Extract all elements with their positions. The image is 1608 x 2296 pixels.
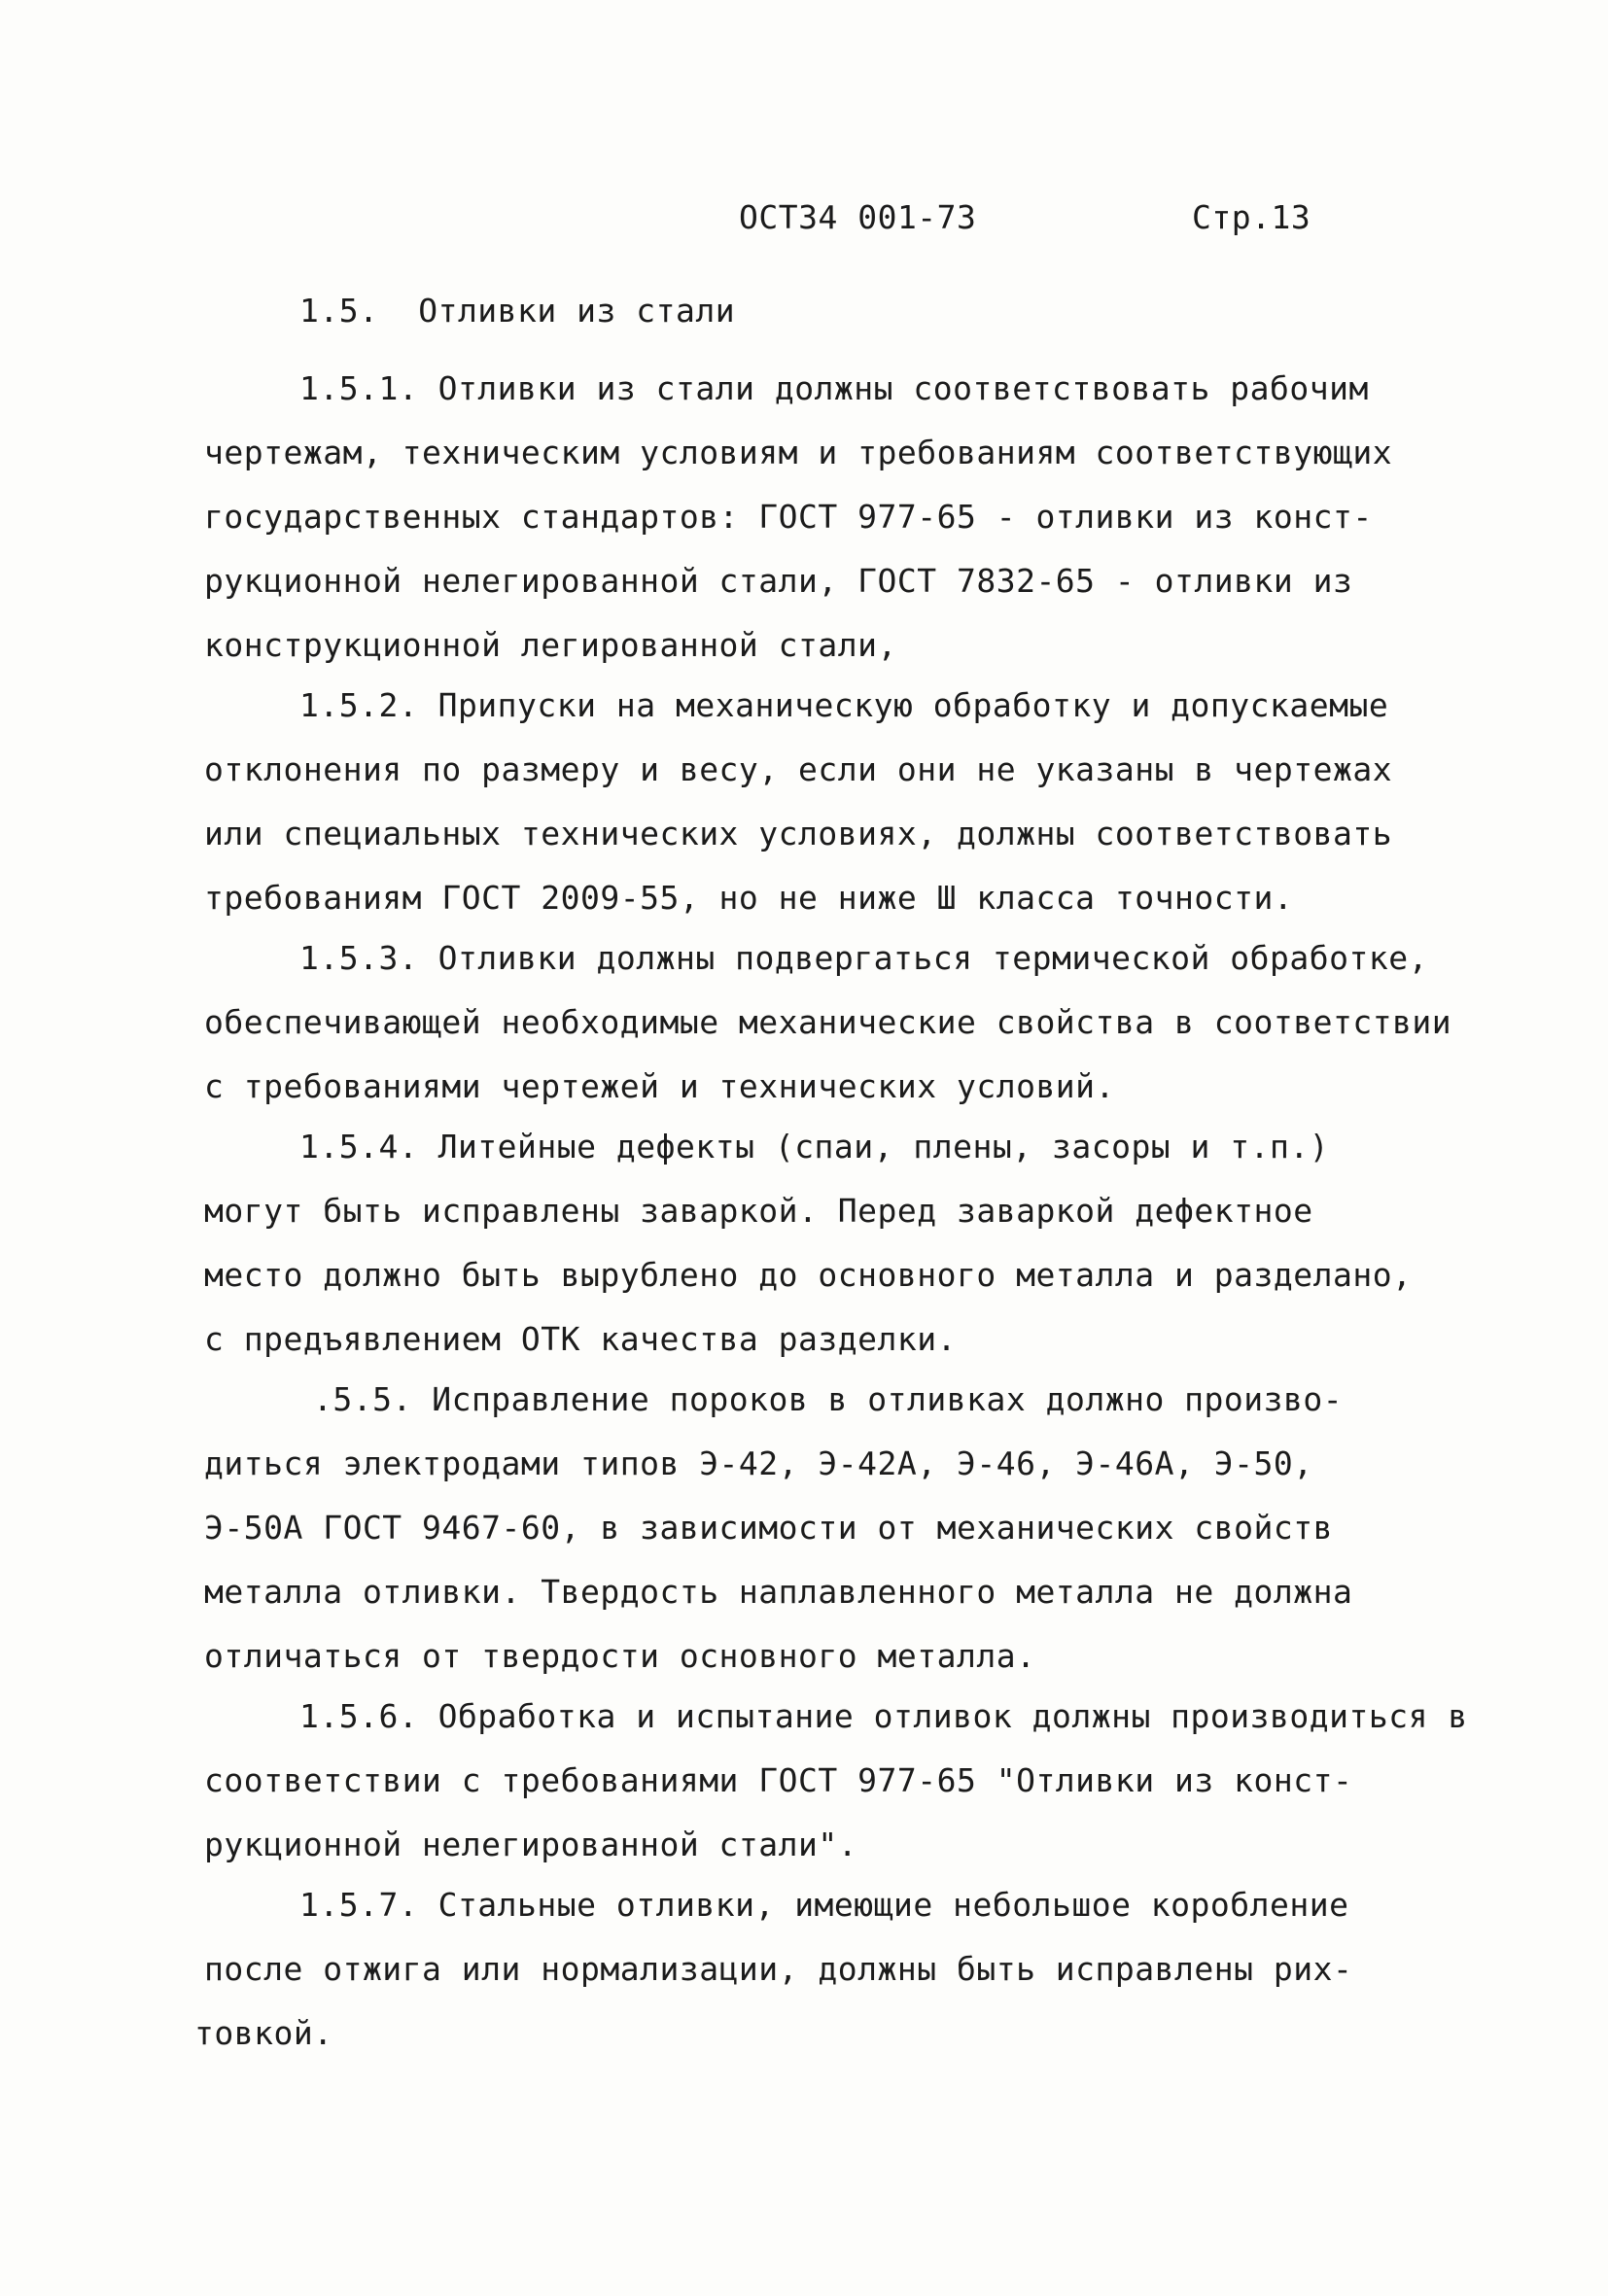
text-line: отличаться от твердости основного металла. xyxy=(204,1637,1036,1675)
text-line: соответствии с требованиями ГОСТ 977-65 "Отливки из конст- xyxy=(204,1761,1353,1799)
text-line: конструкционной легированной стали, xyxy=(204,626,897,664)
text-line: отклонения по размеру и весу, если они не указаны в чертежах xyxy=(204,750,1393,788)
text-line: рукционной нелегированной стали". xyxy=(204,1826,858,1863)
text-line: с предъявлением ОТК качества разделки. xyxy=(204,1320,957,1358)
text-line: обеспечивающей необходимые механические свойства в соответствии xyxy=(204,1003,1452,1041)
text-line: рукционной нелегированной стали, ГОСТ 7832-65 - отливки из xyxy=(204,562,1353,600)
text-line: государственных стандартов: ГОСТ 977-65 - отливки из конст- xyxy=(204,498,1373,536)
document-code: ОСТ34 001-73 xyxy=(739,198,977,236)
text-line: товкой. xyxy=(194,2014,333,2052)
text-line: чертежам, техническим условиям и требованиям соответствующих xyxy=(204,434,1393,471)
text-line: диться электродами типов Э-42, Э-42А, Э-46, Э-46А, Э-50, xyxy=(204,1444,1313,1482)
text-line: с требованиями чертежей и технических условий. xyxy=(204,1067,1115,1105)
text-line: место должно быть вырублено до основного металла и разделано, xyxy=(204,1256,1413,1294)
text-line: 1.5.4. Литейные дефекты (спаи, плены, засоры и т.п.) xyxy=(299,1128,1330,1165)
text-line: 1.5.6. Обработка и испытание отливок должны производиться в xyxy=(299,1697,1468,1735)
text-line: 1.5.7. Стальные отливки, имеющие небольшое коробление xyxy=(299,1886,1349,1924)
text-line: Э-50А ГОСТ 9467-60, в зависимости от механических свойств xyxy=(204,1509,1333,1547)
text-line: .5.5. Исправление пороков в отливках должно произво- xyxy=(313,1380,1344,1418)
section-title: 1.5. Отливки из стали xyxy=(299,292,736,330)
page-number: Стр.13 xyxy=(1192,198,1311,236)
text-line: после отжига или нормализации, должны быть исправлены рих- xyxy=(204,1950,1353,1988)
text-line: металла отливки. Твердость наплавленного металла не должна xyxy=(204,1573,1353,1611)
text-line: могут быть исправлены заваркой. Перед заваркой дефектное xyxy=(204,1192,1313,1230)
text-line: 1.5.3. Отливки должны подвергаться термической обработке, xyxy=(299,939,1428,977)
text-line: 1.5.2. Припуски на механическую обработку и допускаемые xyxy=(299,686,1389,724)
text-line: или специальных технических условиях, должны соответствовать xyxy=(204,815,1393,852)
text-line: 1.5.1. Отливки из стали должны соответствовать рабочим xyxy=(299,369,1369,407)
text-line: требованиям ГОСТ 2009-55, но не ниже Ш класса точности. xyxy=(204,879,1294,917)
